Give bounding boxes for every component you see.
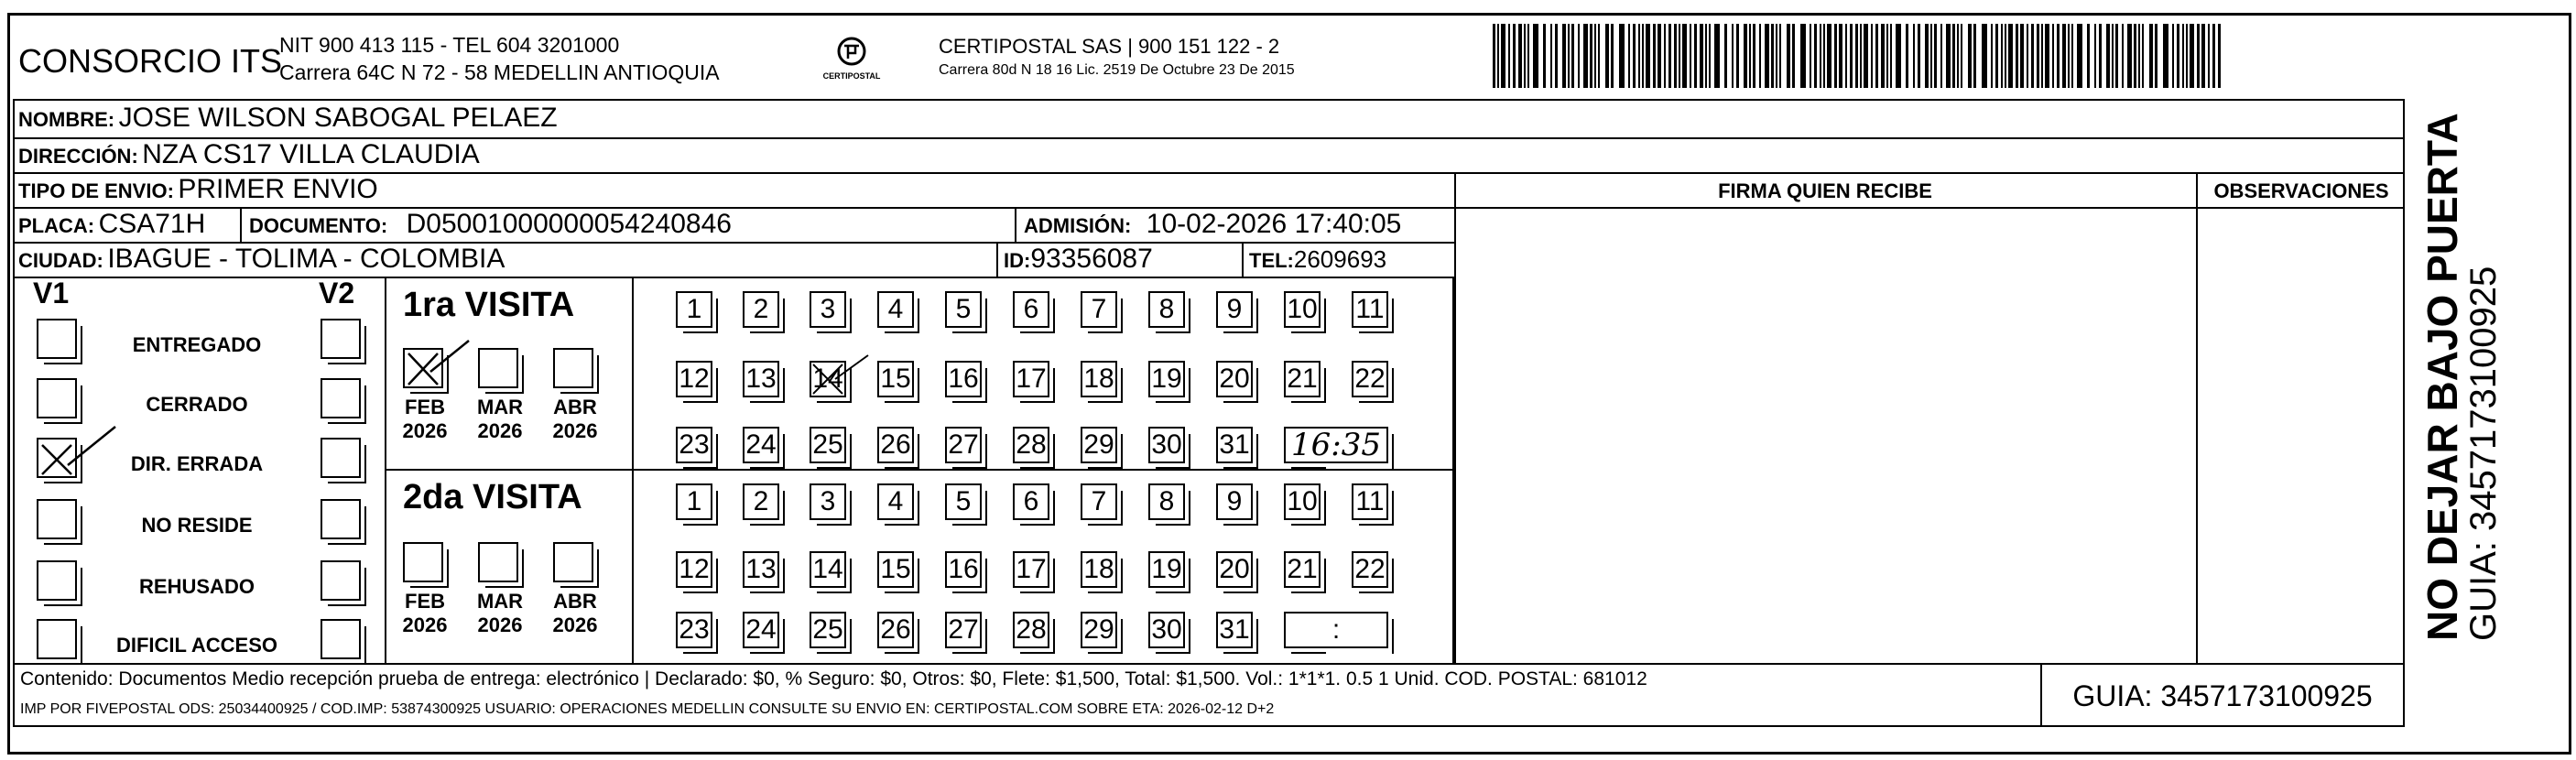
time-box[interactable]: : (1284, 612, 1388, 648)
placa-label: PLACA: (18, 214, 95, 237)
day-box[interactable]: 24 (743, 612, 779, 648)
month-checkbox[interactable] (478, 542, 518, 582)
day-box[interactable]: 8 (1148, 291, 1185, 328)
day-box[interactable]: 22 (1352, 551, 1388, 588)
v1-checkbox[interactable] (37, 619, 77, 659)
documento-value: D05001000000054240846 (406, 209, 732, 239)
day-box[interactable]: 2 (743, 291, 779, 328)
nombre-value: JOSE WILSON SABOGAL PELAEZ (118, 103, 558, 133)
observaciones-area[interactable] (2200, 211, 2403, 663)
day-box[interactable]: 13 (743, 551, 779, 588)
row-divider (1454, 207, 2405, 209)
day-box[interactable]: 19 (1148, 551, 1185, 588)
month-label: FEB 2026 (402, 590, 448, 636)
status-label: DIR. ERRADA (130, 452, 264, 475)
month-label: FEB 2026 (402, 396, 448, 442)
admision-value: 10-02-2026 17:40:05 (1146, 209, 1402, 239)
status-label: DIFICIL ACCESO (115, 634, 277, 657)
day-box[interactable]: 16 (945, 361, 982, 397)
v1-checkbox[interactable] (37, 499, 77, 539)
company-address: Carrera 64C N 72 - 58 MEDELLIN ANTIOQUIA (279, 60, 720, 84)
day-box[interactable]: 6 (1013, 483, 1049, 520)
day-box[interactable]: 30 (1148, 612, 1185, 648)
day-box[interactable]: 10 (1284, 483, 1321, 520)
status-label: ENTREGADO (132, 333, 262, 356)
day-box[interactable]: 31 (1216, 612, 1253, 648)
v2-checkbox[interactable] (321, 619, 361, 659)
v1-header: V1 (33, 277, 70, 309)
v2-checkbox[interactable] (321, 560, 361, 601)
status-label: NO RESIDE (141, 514, 253, 537)
company-name: CONSORCIO ITS (18, 42, 283, 80)
day-box[interactable]: 9 (1216, 291, 1253, 328)
day-box[interactable]: 15 (877, 361, 914, 397)
day-box[interactable]: 14 (810, 551, 846, 588)
day-box[interactable]: 24 (743, 427, 779, 463)
direccion-value: NZA CS17 VILLA CLAUDIA (142, 139, 480, 169)
day-box[interactable]: 25 (810, 612, 846, 648)
day-box[interactable]: 7 (1081, 291, 1117, 328)
day-box[interactable]: 5 (945, 291, 982, 328)
barcode (1493, 24, 2225, 90)
v2-checkbox[interactable] (321, 319, 361, 359)
id-label: ID: (1004, 249, 1031, 272)
col-divider (996, 242, 998, 277)
tipo-envio-label: TIPO DE ENVIO: (18, 179, 174, 202)
col-divider (1454, 172, 1456, 665)
day-box[interactable]: 25 (810, 427, 846, 463)
direccion-label: DIRECCIÓN: (18, 145, 138, 168)
day-box[interactable]: 28 (1013, 427, 1049, 463)
day-box[interactable]: 23 (676, 612, 712, 648)
day-box[interactable]: 12 (676, 551, 712, 588)
v2-header: V2 (319, 277, 355, 309)
day-box[interactable]: 13 (743, 361, 779, 397)
day-box[interactable]: 20 (1216, 551, 1253, 588)
status-label: CERRADO (146, 393, 248, 416)
day-box[interactable]: 17 (1013, 551, 1049, 588)
month-checkbox[interactable] (403, 542, 443, 582)
col-divider (1242, 242, 1244, 277)
v1-checkbox[interactable] (37, 319, 77, 359)
placa-value: CSA71H (98, 209, 206, 239)
month-label: MAR 2026 (476, 590, 524, 636)
day-box[interactable]: 23 (676, 427, 712, 463)
tipo-envio-field (18, 174, 378, 205)
day-box[interactable]: 21 (1284, 551, 1321, 588)
day-box[interactable]: 8 (1148, 483, 1185, 520)
day-box[interactable]: 6 (1013, 291, 1049, 328)
v2-checkbox[interactable] (321, 438, 361, 478)
side-guia-text: GUIA: 3457173100925 (2463, 266, 2504, 641)
observaciones-label: OBSERVACIONES (2213, 179, 2389, 202)
day-box[interactable]: 31 (1216, 427, 1253, 463)
day-box[interactable]: 27 (945, 612, 982, 648)
placa-field (18, 209, 205, 240)
id-field (1004, 244, 1153, 275)
day-box[interactable]: 21 (1284, 361, 1321, 397)
col-divider (1015, 207, 1016, 242)
month-checkbox[interactable] (553, 348, 593, 388)
day-box[interactable]: 3 (810, 291, 846, 328)
certipostal-logo-icon (810, 33, 893, 88)
day-box[interactable]: 17 (1013, 361, 1049, 397)
day-box[interactable]: 20 (1216, 361, 1253, 397)
footer-content: Contenido: Documentos Medio recepción prueba de entrega: electrónico | Declarado: $0, % Seguro: $0, Otros: $0, Flete: $1,500, Total: $1,500. Vol.: 1*1*1. 0.5 1 Unid. COD. POSTAL: 681012 (20, 668, 1647, 689)
day-box[interactable]: 26 (877, 427, 914, 463)
day-box[interactable]: 10 (1284, 291, 1321, 328)
day-box[interactable]: 29 (1081, 612, 1117, 648)
v2-checkbox[interactable] (321, 378, 361, 418)
day-box[interactable]: 14 (810, 361, 846, 397)
admision-label: ADMISIÓN: (1024, 214, 1132, 237)
id-value: 93356087 (1030, 244, 1153, 274)
day-box[interactable]: 26 (877, 612, 914, 648)
admision-field (1024, 209, 1401, 240)
direccion-field (18, 139, 480, 170)
day-box[interactable]: 19 (1148, 361, 1185, 397)
day-box[interactable]: 30 (1148, 427, 1185, 463)
col-divider (632, 277, 634, 665)
col-divider (2196, 172, 2198, 665)
day-box[interactable]: 4 (877, 483, 914, 520)
day-box[interactable]: 27 (945, 427, 982, 463)
footer-guia: GUIA: 3457173100925 (2072, 679, 2373, 712)
v1-checkbox[interactable] (37, 560, 77, 601)
day-box[interactable]: 2 (743, 483, 779, 520)
day-box[interactable]: 15 (877, 551, 914, 588)
day-box[interactable]: 1 (676, 291, 712, 328)
tipo-envio-value: PRIMER ENVIO (178, 174, 378, 204)
tel-value: 2609693 (1293, 245, 1387, 273)
first-visit-title: 1ra VISITA (403, 286, 575, 324)
tel-field (1249, 245, 1386, 274)
day-box[interactable]: 4 (877, 291, 914, 328)
footer-print-info: IMP POR FIVEPOSTAL ODS: 25034400925 / COD.IMP: 53874300925 USUARIO: OPERACIONES MEDELLIN CONSULTE SU ENVIO EN: CERTIPOSTAL.COM SOBRE ETA: 2026-02-12 D+2 (20, 701, 1275, 717)
time-box[interactable]: 16:35 (1284, 427, 1388, 463)
firma-label: FIRMA QUIEN RECIBE (1718, 179, 1932, 202)
day-box[interactable]: 29 (1081, 427, 1117, 463)
month-checkbox[interactable] (403, 348, 443, 388)
ciudad-field (18, 244, 505, 275)
month-label: ABR 2026 (552, 396, 598, 442)
logo-text: CERTIPOSTAL (822, 71, 881, 81)
signature-area[interactable] (1458, 211, 2194, 663)
v1-checkbox[interactable] (37, 378, 77, 418)
day-box[interactable]: 18 (1081, 551, 1117, 588)
side-warning (2418, 92, 2505, 641)
day-box[interactable]: 16 (945, 551, 982, 588)
col-divider (240, 207, 242, 242)
month-label: ABR 2026 (552, 590, 598, 636)
day-box[interactable]: 9 (1216, 483, 1253, 520)
day-box[interactable]: 12 (676, 361, 712, 397)
v2-checkbox[interactable] (321, 499, 361, 539)
status-label: REHUSADO (139, 575, 255, 598)
courier-address: Carrera 80d N 18 16 Lic. 2519 De Octubre 23 De 2015 (939, 62, 1295, 78)
day-box[interactable]: 5 (945, 483, 982, 520)
no-dejar-text: NO DEJAR BAJO PUERTA (2418, 113, 2466, 641)
courier-info: CERTIPOSTAL SAS | 900 151 122 - 2 (939, 35, 1280, 58)
ciudad-value: IBAGUE - TOLIMA - COLOMBIA (107, 244, 505, 274)
day-box[interactable]: 3 (810, 483, 846, 520)
day-box[interactable]: 1 (676, 483, 712, 520)
month-checkbox[interactable] (478, 348, 518, 388)
documento-label: DOCUMENTO: (249, 214, 388, 237)
documento-field (249, 209, 732, 240)
day-box[interactable]: 7 (1081, 483, 1117, 520)
month-label: MAR 2026 (476, 396, 524, 442)
day-box[interactable]: 11 (1352, 483, 1388, 520)
month-checkbox[interactable] (553, 542, 593, 582)
day-box[interactable]: 11 (1352, 291, 1388, 328)
company-nit: NIT 900 413 115 - TEL 604 3201000 (279, 33, 620, 57)
v1-checkbox[interactable] (37, 438, 77, 478)
day-box[interactable]: 28 (1013, 612, 1049, 648)
ciudad-label: CIUDAD: (18, 249, 103, 272)
day-box[interactable]: 18 (1081, 361, 1117, 397)
tel-label: TEL: (1249, 249, 1294, 272)
day-box[interactable]: 22 (1352, 361, 1388, 397)
second-visit-title: 2da VISITA (403, 478, 582, 516)
nombre-field (18, 103, 558, 134)
nombre-label: NOMBRE: (18, 108, 115, 131)
